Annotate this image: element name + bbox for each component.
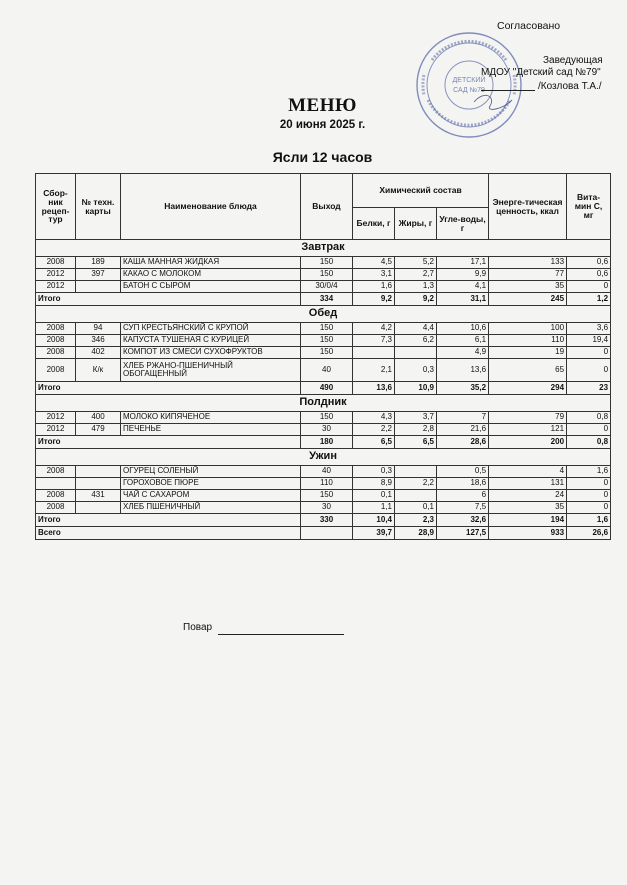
card-cell [76, 502, 121, 514]
carbs-cell: 9,9 [437, 269, 489, 281]
section-title: Полдник [36, 395, 611, 412]
fat-cell: 3,7 [395, 412, 437, 424]
collection-cell: 2008 [36, 335, 76, 347]
vitamin-cell: 0 [567, 424, 611, 436]
section-total-row [36, 293, 611, 306]
output-cell: 150 [301, 347, 353, 359]
fat-cell: 4,4 [395, 323, 437, 335]
carbs-cell: 0,5 [437, 466, 489, 478]
total-energy-cell: 200 [489, 436, 567, 449]
table-row [36, 335, 611, 347]
dish-cell: КОМПОТ ИЗ СМЕСИ СУХОФРУКТОВ [121, 347, 301, 359]
table-row [36, 478, 611, 490]
grand-total-row [36, 527, 611, 540]
approver-name: /Козлова Т.А./ [538, 81, 602, 92]
total-output-cell: 180 [301, 436, 353, 449]
dish-cell: ПЕЧЕНЬЕ [121, 424, 301, 436]
output-cell: 150 [301, 257, 353, 269]
section-total-row [36, 436, 611, 449]
section-total-row [36, 382, 611, 395]
total-energy-cell: 294 [489, 382, 567, 395]
card-cell: 94 [76, 323, 121, 335]
col-header-chem: Химический состав [353, 174, 489, 208]
card-cell [76, 478, 121, 490]
carbs-cell: 6 [437, 490, 489, 502]
document-title: МЕНЮ [288, 95, 357, 116]
table-row [36, 502, 611, 514]
collection-cell: 2012 [36, 412, 76, 424]
collection-cell: 2008 [36, 490, 76, 502]
total-output-cell: 334 [301, 293, 353, 306]
vitamin-cell: 0 [567, 281, 611, 293]
card-cell: 400 [76, 412, 121, 424]
dish-cell: БАТОН С СЫРОМ [121, 281, 301, 293]
protein-cell: 8,9 [353, 478, 395, 490]
col-header-card: № техн. карты [76, 174, 121, 240]
total-energy-cell: 194 [489, 514, 567, 527]
approver-title: Заведующая [543, 55, 603, 66]
vitamin-cell: 19,4 [567, 335, 611, 347]
protein-cell: 4,5 [353, 257, 395, 269]
fat-cell: 0,1 [395, 502, 437, 514]
card-cell [76, 466, 121, 478]
vitamin-cell: 0 [567, 490, 611, 502]
total-label: Итого [36, 436, 301, 449]
collection-cell: 2008 [36, 359, 76, 382]
col-header-carbs: Угле-воды, г [437, 208, 489, 240]
protein-cell: 3,1 [353, 269, 395, 281]
protein-cell: 0,3 [353, 466, 395, 478]
fat-cell [395, 490, 437, 502]
total-protein-cell: 9,2 [353, 293, 395, 306]
collection-cell: 2008 [36, 502, 76, 514]
total-energy-cell: 933 [489, 527, 567, 540]
output-cell: 30 [301, 424, 353, 436]
carbs-cell: 6,1 [437, 335, 489, 347]
card-cell: К/к [76, 359, 121, 382]
table-row [36, 257, 611, 269]
col-header-fat: Жиры, г [395, 208, 437, 240]
carbs-cell: 17,1 [437, 257, 489, 269]
energy-cell: 19 [489, 347, 567, 359]
output-cell: 150 [301, 269, 353, 281]
section-total-row [36, 514, 611, 527]
total-vitamin-cell: 26,6 [567, 527, 611, 540]
approver-organization: МДОУ "Детский сад №79" [481, 67, 601, 78]
total-output-cell: 330 [301, 514, 353, 527]
card-cell [76, 281, 121, 293]
dish-cell: ОГУРЕЦ СОЛЕНЫЙ [121, 466, 301, 478]
total-label: Итого [36, 293, 301, 306]
total-fat-cell: 9,2 [395, 293, 437, 306]
protein-cell: 7,3 [353, 335, 395, 347]
card-cell: 397 [76, 269, 121, 281]
total-fat-cell: 2,3 [395, 514, 437, 527]
protein-cell: 1,1 [353, 502, 395, 514]
section-row [36, 449, 611, 466]
total-fat-cell: 10,9 [395, 382, 437, 395]
total-label: Всего [36, 527, 301, 540]
svg-text:САД №79: САД №79 [453, 87, 485, 94]
collection-cell [36, 478, 76, 490]
section-title: Завтрак [36, 240, 611, 257]
carbs-cell: 13,6 [437, 359, 489, 382]
collection-cell: 2008 [36, 323, 76, 335]
output-cell: 150 [301, 490, 353, 502]
cook-label: Повар [183, 622, 213, 633]
vitamin-cell: 0 [567, 347, 611, 359]
output-cell: 30/0/4 [301, 281, 353, 293]
energy-cell: 24 [489, 490, 567, 502]
table-row [36, 347, 611, 359]
total-protein-cell: 10,4 [353, 514, 395, 527]
fat-cell [395, 347, 437, 359]
dish-cell: КАПУСТА ТУШЕНАЯ С КУРИЦЕЙ [121, 335, 301, 347]
collection-cell: 2008 [36, 347, 76, 359]
total-label: Итого [36, 382, 301, 395]
dish-cell: МОЛОКО КИПЯЧЕНОЕ [121, 412, 301, 424]
fat-cell: 6,2 [395, 335, 437, 347]
total-energy-cell: 245 [489, 293, 567, 306]
total-vitamin-cell: 1,6 [567, 514, 611, 527]
col-header-protein: Белки, г [353, 208, 395, 240]
energy-cell: 100 [489, 323, 567, 335]
vitamin-cell: 1,6 [567, 466, 611, 478]
document-date: 20 июня 2025 г. [279, 119, 366, 131]
protein-cell: 1,6 [353, 281, 395, 293]
energy-cell: 35 [489, 281, 567, 293]
total-output-cell [301, 527, 353, 540]
section-row [36, 306, 611, 323]
dish-cell: ХЛЕБ РЖАНО-ПШЕНИЧНЫЙ ОБОГАЩЕННЫЙ [121, 359, 301, 382]
output-cell: 40 [301, 359, 353, 382]
collection-cell: 2012 [36, 269, 76, 281]
carbs-cell: 18,6 [437, 478, 489, 490]
total-output-cell: 490 [301, 382, 353, 395]
total-vitamin-cell: 23 [567, 382, 611, 395]
energy-cell: 65 [489, 359, 567, 382]
collection-cell: 2012 [36, 424, 76, 436]
cook-signature-line [218, 634, 344, 635]
fat-cell: 0,3 [395, 359, 437, 382]
table-row [36, 424, 611, 436]
vitamin-cell: 0,8 [567, 412, 611, 424]
svg-text:ДЕТСКИЙ: ДЕТСКИЙ [452, 77, 486, 84]
energy-cell: 110 [489, 335, 567, 347]
col-header-dish: Наименование блюда [121, 174, 301, 240]
protein-cell: 4,2 [353, 323, 395, 335]
collection-cell: 2008 [36, 466, 76, 478]
card-cell: 189 [76, 257, 121, 269]
total-protein-cell: 39,7 [353, 527, 395, 540]
total-label: Итого [36, 514, 301, 527]
vitamin-cell: 0 [567, 478, 611, 490]
protein-cell [353, 347, 395, 359]
dish-cell: СУП КРЕСТЬЯНСКИЙ С КРУПОЙ [121, 323, 301, 335]
dish-cell: ХЛЕБ ПШЕНИЧНЫЙ [121, 502, 301, 514]
dish-cell: КАША МАННАЯ ЖИДКАЯ [121, 257, 301, 269]
total-carbs-cell: 31,1 [437, 293, 489, 306]
energy-cell: 131 [489, 478, 567, 490]
menu-table [35, 173, 611, 540]
table-row [36, 412, 611, 424]
dish-cell: КАКАО С МОЛОКОМ [121, 269, 301, 281]
col-header-output: Выход [301, 174, 353, 240]
protein-cell: 2,1 [353, 359, 395, 382]
total-fat-cell: 6,5 [395, 436, 437, 449]
fat-cell: 1,3 [395, 281, 437, 293]
carbs-cell: 4,9 [437, 347, 489, 359]
table-row [36, 269, 611, 281]
table-row [36, 466, 611, 478]
dish-cell: ЧАЙ С САХАРОМ [121, 490, 301, 502]
energy-cell: 79 [489, 412, 567, 424]
carbs-cell: 7 [437, 412, 489, 424]
card-cell: 479 [76, 424, 121, 436]
fat-cell: 2,7 [395, 269, 437, 281]
document-subtitle: Ясли 12 часов [272, 149, 373, 165]
output-cell: 150 [301, 412, 353, 424]
collection-cell: 2008 [36, 257, 76, 269]
vitamin-cell: 0 [567, 502, 611, 514]
carbs-cell: 4,1 [437, 281, 489, 293]
col-header-vitamin: Вита-мин С, мг [567, 174, 611, 240]
table-row [36, 490, 611, 502]
total-carbs-cell: 32,6 [437, 514, 489, 527]
total-vitamin-cell: 0,8 [567, 436, 611, 449]
vitamin-cell: 0,6 [567, 269, 611, 281]
total-carbs-cell: 28,6 [437, 436, 489, 449]
section-title: Ужин [36, 449, 611, 466]
table-row [36, 323, 611, 335]
carbs-cell: 10,6 [437, 323, 489, 335]
col-header-collection: Сбор-ник рецеп-тур [36, 174, 76, 240]
energy-cell: 4 [489, 466, 567, 478]
vitamin-cell: 0 [567, 359, 611, 382]
total-protein-cell: 6,5 [353, 436, 395, 449]
section-row [36, 395, 611, 412]
total-carbs-cell: 127,5 [437, 527, 489, 540]
fat-cell: 5,2 [395, 257, 437, 269]
output-cell: 110 [301, 478, 353, 490]
output-cell: 30 [301, 502, 353, 514]
protein-cell: 4,3 [353, 412, 395, 424]
col-header-energy: Энерге-тическая ценность, ккал [489, 174, 567, 240]
carbs-cell: 21,6 [437, 424, 489, 436]
fat-cell: 2,2 [395, 478, 437, 490]
protein-cell: 2,2 [353, 424, 395, 436]
vitamin-cell: 0,6 [567, 257, 611, 269]
collection-cell: 2012 [36, 281, 76, 293]
dish-cell: ГОРОХОВОЕ ПЮРЕ [121, 478, 301, 490]
carbs-cell: 7,5 [437, 502, 489, 514]
energy-cell: 133 [489, 257, 567, 269]
card-cell: 402 [76, 347, 121, 359]
energy-cell: 35 [489, 502, 567, 514]
signature-line [481, 90, 535, 91]
energy-cell: 121 [489, 424, 567, 436]
fat-cell [395, 466, 437, 478]
vitamin-cell: 3,6 [567, 323, 611, 335]
card-cell: 431 [76, 490, 121, 502]
section-row [36, 240, 611, 257]
protein-cell: 0,1 [353, 490, 395, 502]
fat-cell: 2,8 [395, 424, 437, 436]
table-row [36, 281, 611, 293]
card-cell: 346 [76, 335, 121, 347]
section-title: Обед [36, 306, 611, 323]
output-cell: 150 [301, 335, 353, 347]
energy-cell: 77 [489, 269, 567, 281]
table-row [36, 359, 611, 382]
total-vitamin-cell: 1,2 [567, 293, 611, 306]
approved-label: Согласовано [497, 20, 561, 32]
total-carbs-cell: 35,2 [437, 382, 489, 395]
total-protein-cell: 13,6 [353, 382, 395, 395]
total-fat-cell: 28,9 [395, 527, 437, 540]
output-cell: 150 [301, 323, 353, 335]
output-cell: 40 [301, 466, 353, 478]
